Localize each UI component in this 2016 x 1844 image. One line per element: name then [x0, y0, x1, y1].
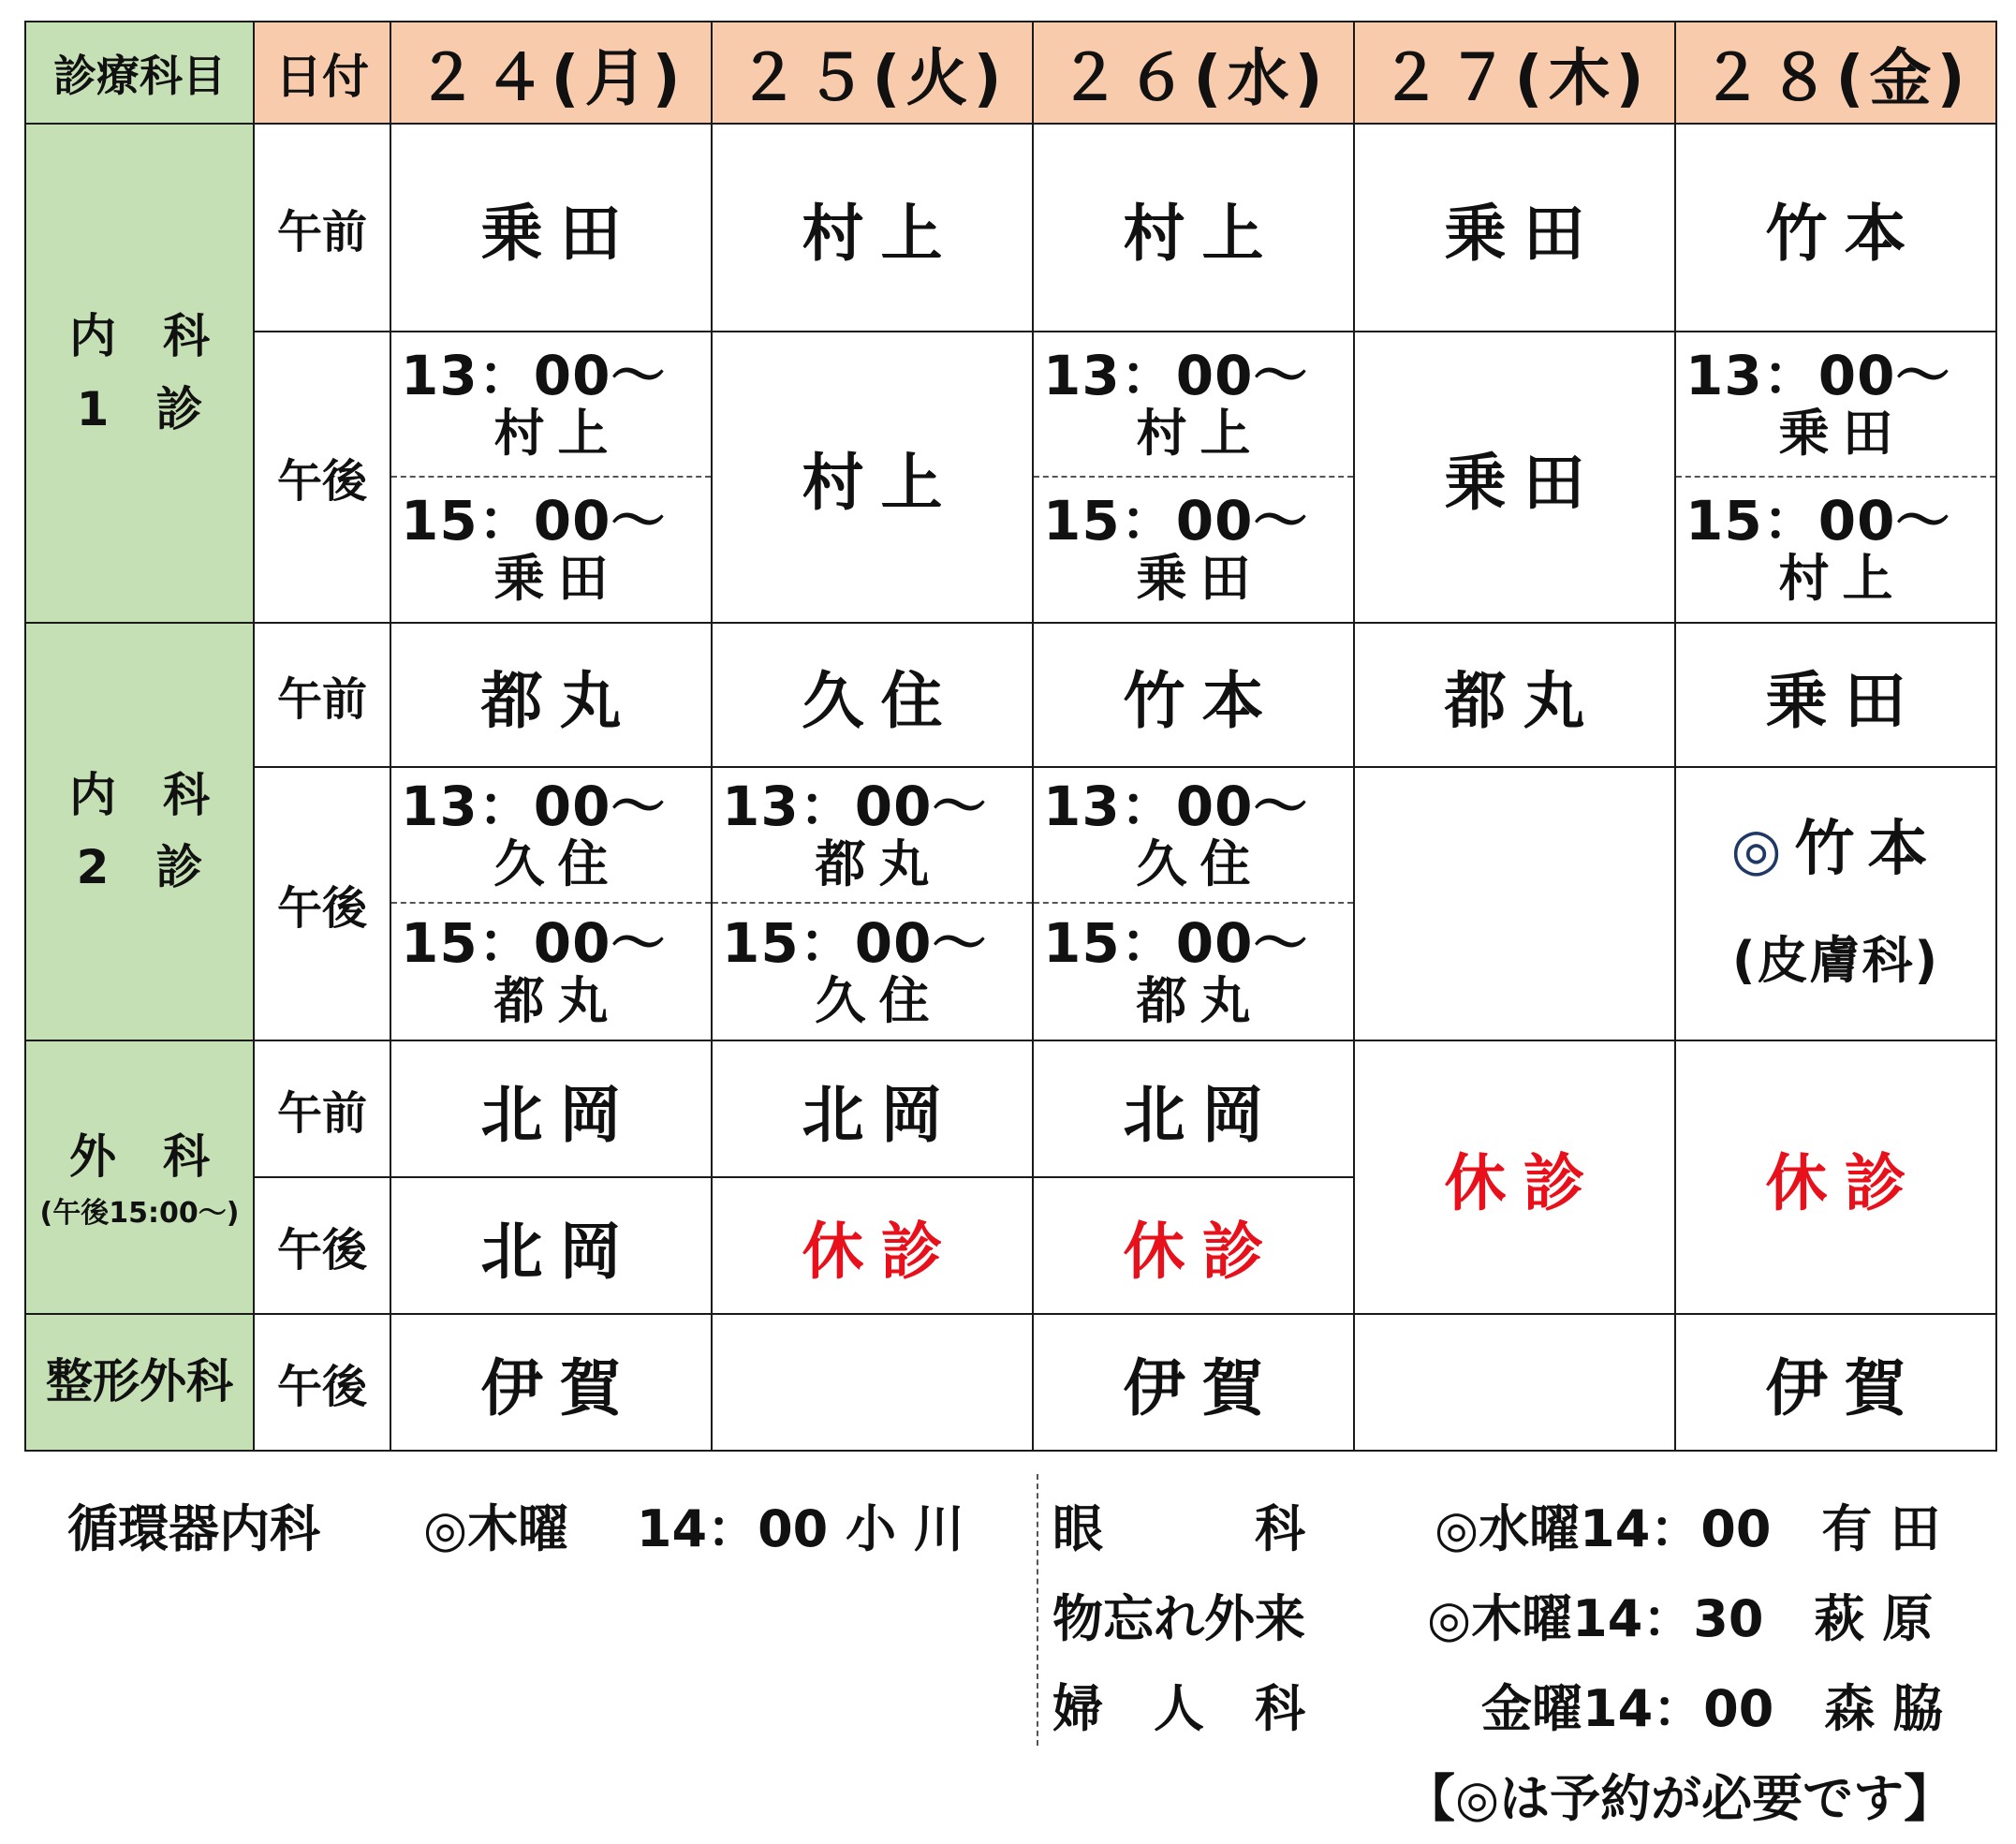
naika1-am-wed: 村上 [1033, 124, 1354, 332]
naika2-am-thu: 都丸 [1354, 623, 1675, 767]
ganka-schedule: ◎水曜14：00 有 田 [1435, 1499, 1941, 1558]
day-header-tue: ２５(火) [712, 22, 1033, 124]
time-1300: 13：00～ [722, 774, 988, 838]
geka-am-tue: 北岡 [712, 1040, 1033, 1177]
geka-am-wed: 北岡 [1033, 1040, 1354, 1177]
geka-pm-tue-closed: 休診 [712, 1177, 1033, 1314]
doctor-name: 久住 [815, 970, 943, 1030]
geka-pm-wed-closed: 休診 [1033, 1177, 1354, 1314]
junkan-label: 循環器内科 [67, 1499, 320, 1558]
dept-naika1-line2: 1 診 [76, 381, 203, 436]
naika1-am-row [25, 124, 1996, 332]
dept-naika2-line2: 2 診 [76, 840, 203, 894]
naika2-pm-row [25, 767, 1996, 1040]
slot-pm: 午後 [254, 767, 390, 1040]
day-header-thu: ２７(木) [1354, 22, 1675, 124]
day-header-wed: ２６(水) [1033, 22, 1354, 124]
time-1500: 15：00～ [1685, 489, 1951, 553]
time-1500: 15：00～ [1043, 910, 1309, 975]
doctor-name: 竹本 [1794, 814, 1941, 884]
dept-header: 診療科目 [25, 22, 254, 124]
time-1300: 13：00～ [1043, 774, 1309, 838]
slot-am: 午前 [254, 1040, 390, 1177]
naika1-pm-tue: 村上 [712, 332, 1033, 623]
doctor-name: 村上 [1136, 403, 1264, 463]
dept-seikei: 整形外科 [25, 1314, 254, 1451]
naika2-am-row [25, 623, 1996, 767]
naika2-am-wed: 竹本 [1033, 623, 1354, 767]
junkan-schedule: ◎木曜 14：00 小 川 [423, 1499, 964, 1558]
time-1500: 15：00～ [1043, 489, 1309, 553]
naika1-am-tue: 村上 [712, 124, 1033, 332]
seikei-row [25, 1314, 1996, 1451]
doctor-name: 乗田 [1778, 403, 1906, 463]
dept-geka-sublabel: (午後15:00～) [39, 1196, 240, 1230]
naika1-pm-fri [1675, 332, 1996, 623]
day-header-fri: ２８(金) [1675, 22, 1996, 124]
ganka-label: 眼 科 [1052, 1499, 1305, 1558]
dept-naika1 [25, 124, 254, 623]
naika1-pm-wed [1033, 332, 1354, 623]
naika1-pm-row [25, 332, 1996, 623]
dept-geka [25, 1040, 254, 1314]
doctor-name: 乗田 [493, 549, 622, 609]
dept-geka-label: 外 科 [69, 1129, 210, 1185]
naika2-pm-mon [390, 767, 712, 1040]
doctor-name: 久住 [493, 833, 622, 893]
doctor-name: 村上 [493, 403, 622, 463]
seikei-pm-fri: 伊賀 [1675, 1314, 1996, 1451]
day-header-mon: ２４(月) [390, 22, 712, 124]
doctor-name: 久住 [1136, 833, 1264, 893]
doctor-name: 都丸 [493, 970, 622, 1030]
seikei-pm-thu [1354, 1314, 1675, 1451]
geka-thu-closed: 休診 [1354, 1040, 1675, 1314]
naika2-am-fri: 乗田 [1675, 623, 1996, 767]
time-1500: 15：00～ [722, 910, 988, 975]
time-1300: 13：00～ [1685, 343, 1951, 407]
seikei-pm-tue [712, 1314, 1033, 1451]
header-row [25, 22, 1996, 124]
doctor-name: 都丸 [815, 833, 943, 893]
naika2-am-mon: 都丸 [390, 623, 712, 767]
reservation-mark-icon: ◎ [1730, 814, 1782, 883]
footer-divider [1037, 1474, 1038, 1746]
date-header: 日付 [254, 22, 390, 124]
naika2-pm-tue [712, 767, 1033, 1040]
dermatology-note: (皮膚科) [1731, 931, 1940, 991]
schedule-table [24, 21, 1997, 1452]
geka-am-row [25, 1040, 1996, 1177]
dept-naika1-line1: 内 科 [69, 309, 210, 363]
fujin-label: 婦 人 科 [1052, 1679, 1305, 1738]
naika1-pm-thu: 乗田 [1354, 332, 1675, 623]
slot-pm: 午後 [254, 1314, 390, 1451]
seikei-pm-wed: 伊賀 [1033, 1314, 1354, 1451]
naika1-pm-mon [390, 332, 712, 623]
geka-am-mon: 北岡 [390, 1040, 712, 1177]
naika1-am-fri: 竹本 [1675, 124, 1996, 332]
time-1300: 13：00～ [1043, 343, 1309, 407]
fujin-schedule: 金曜14：00 森 脇 [1481, 1679, 1944, 1738]
seikei-pm-mon: 伊賀 [390, 1314, 712, 1451]
time-1300: 13：00～ [401, 343, 667, 407]
time-1300: 13：00～ [401, 774, 667, 838]
naika2-pm-wed [1033, 767, 1354, 1040]
slot-am: 午前 [254, 623, 390, 767]
monowasure-label: 物忘れ外来 [1052, 1589, 1305, 1648]
naika2-pm-thu [1354, 767, 1675, 1040]
geka-pm-mon: 北岡 [390, 1177, 712, 1314]
naika2-am-tue: 久住 [712, 623, 1033, 767]
doctor-name: 都丸 [1136, 970, 1264, 1030]
slot-am: 午前 [254, 124, 390, 332]
doctor-name: 乗田 [1136, 549, 1264, 609]
time-1500: 15：00～ [401, 489, 667, 553]
slot-pm: 午後 [254, 332, 390, 623]
slot-pm: 午後 [254, 1177, 390, 1314]
time-1500: 15：00～ [401, 910, 667, 975]
monowasure-schedule: ◎木曜14：30 萩 原 [1427, 1589, 1934, 1648]
dept-naika2-line1: 内 科 [69, 767, 210, 822]
naika1-am-thu: 乗田 [1354, 124, 1675, 332]
naika2-pm-fri [1675, 767, 1996, 1040]
naika1-am-mon: 乗田 [390, 124, 712, 332]
doctor-name: 村上 [1778, 549, 1906, 609]
dept-naika2 [25, 623, 254, 1040]
geka-fri-closed: 休診 [1675, 1040, 1996, 1314]
reservation-note: 【◎は予約が必要です】 [1405, 1769, 1955, 1828]
